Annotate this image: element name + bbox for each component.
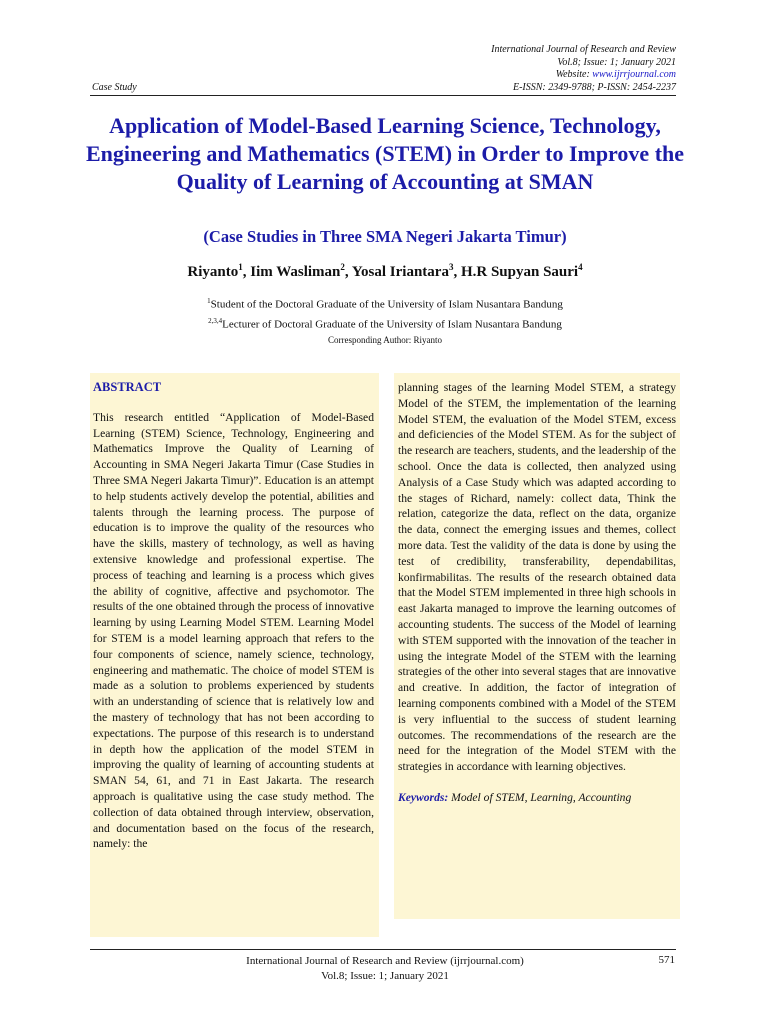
- footer-volume: Vol.8; Issue: 1; January 2021: [321, 970, 449, 982]
- journal-website: Website: www.ijrrjournal.com: [555, 69, 676, 80]
- footer-journal: International Journal of Research and Review (ijrrjournal.com): [246, 955, 524, 967]
- footer-divider: [90, 949, 676, 950]
- abstract-column-left: [93, 380, 374, 852]
- journal-header: [491, 44, 676, 94]
- corresponding-author: Corresponding Author: Riyanto: [328, 335, 442, 345]
- keywords: [398, 790, 676, 806]
- affiliations: [60, 293, 710, 332]
- abstract-text-right: planning stages of the learning Model STEM, a strategy Model of the STEM, the implementation of the learning Model STEM, the evaluation of the Model STEM, excess and deficiencies of the Model STEM. As for the subject of the research are teachers, students, and the leadership of the school. Once the data is collected, then analyzed using Analysis of a Case Study which was adapted according to the stages of Richard, namely: collect data, Think the relation, categorize the data, reflect on the data, organize the data, connect the emerging issues and themes, collect more data. Test the validity of the data is done by using the test of credibility, transferability, dependabilitas, konfirmabilitas. The results of the research obtained data that the Model STEM implemented in three high schools in east Jakarta managed to improve the learning outcomes of accounting students. The success of the Model of learning with STEM supported with the innovation of the teacher in using the integrate Model of the STEM with the learning strategies of the other into several stages that are innovative and creative. In addition, the factor of integration of learning components combined with a Model of the STEM is very influential to the success of student learning outcomes. The recommendations of the research are the need for the integration of the Model STEM with the strategies in accordance with learning objectives.: [398, 381, 676, 774]
- page-number: 571: [658, 954, 675, 966]
- author-list: [60, 262, 710, 281]
- website-link[interactable]: www.ijrrjournal.com: [592, 69, 676, 80]
- page-footer: [90, 954, 680, 984]
- author: H.R Supyan Sauri$^4$: [460, 262, 583, 280]
- abstract-text-left: This research entitled “Application of Model-Based Learning (STEM) Science, Technology, Engineering and Mathematics Improve the Quality of Learning of Accounting in SMA Negeri Jakarta Timur (Case Studies in Three SMA Negeri Jakarta Timur)”. Education is an attempt to help students actively develop the potential, abilities and talents through the learning process. The purpose of education is to improve the quality of the resources who have the skills, mastery of technology, as well as having extensive knowledge and professional expertise. The process of teaching and learning is a process which gives the ability of cognitive, affective and psychomotor. The results of the one obtained through the process of innovative learning by using Learning Model STEM. Learning Model for STEM is a model learning approach that refers to the four components of science, namely science, technology, engineering and mathematic. The choice of model STEM is made as a solution to problems experienced by students with an understanding of science that is relatively low and the mastery of technology that has not been according to expectations. The purpose of this research is to understand in depth how the application of the model STEM in improving the quality of learning of accounting students at SMAN 54, 61, and 71 in East Jakarta. The research approach is qualitative using the case study method. The collection of data obtained through interview, observation, and documentation based on the focus of the research, namely: the: [93, 410, 374, 851]
- author: Iim Wasliman$^2$,: [250, 262, 352, 280]
- header-divider: [90, 95, 676, 96]
- author: Riyanto$^1$,: [187, 262, 251, 280]
- affiliation: $^1$Student of the Doctoral Graduate of the University of Islam Nusantara Bandung: [207, 297, 563, 311]
- paper-title: Application of Model-Based Learning Science, Technology, Engineering and Mathematics (STEM) in Order to Improve the Quality of Learning of Accounting at SMAN: [85, 113, 685, 194]
- journal-volume: Vol.8; Issue: 1; January 2021: [557, 56, 676, 68]
- abstract-heading: ABSTRACT: [93, 380, 162, 394]
- paper-subtitle: (Case Studies in Three SMA Negeri Jakarta Timur): [203, 227, 567, 246]
- keywords-text: Model of STEM, Learning, Accounting: [451, 790, 632, 804]
- journal-name: International Journal of Research and Review: [491, 44, 676, 55]
- journal-issn: E-ISSN: 2349-9788; P-ISSN: 2454-2237: [512, 81, 676, 93]
- keywords-label: Keywords:: [398, 790, 449, 804]
- affiliation: $^{2,3,4}$Lecturer of Doctoral Graduate of the University of Islam Nusantara Bandung: [208, 316, 562, 331]
- abstract-column-right: [398, 380, 676, 806]
- author: Yosal Iriantara$^3$,: [351, 262, 461, 280]
- article-type: Case Study: [92, 82, 137, 93]
